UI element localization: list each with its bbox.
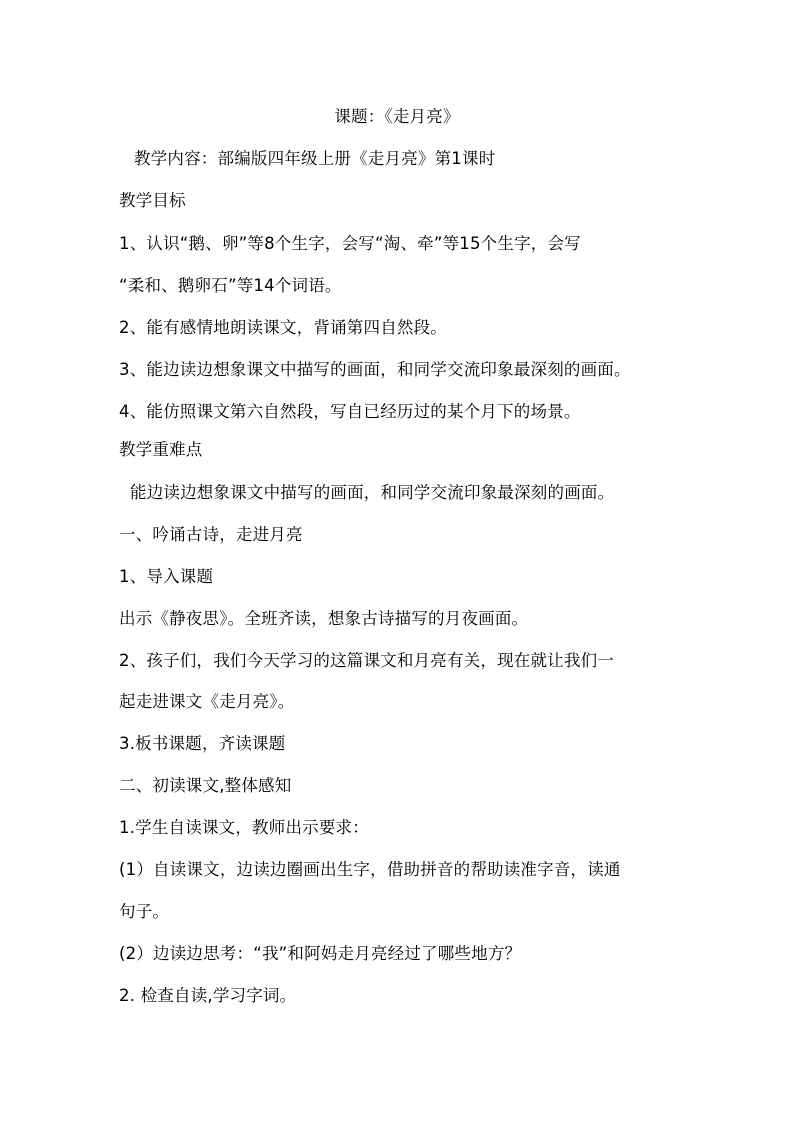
requirement-1-line-1: (1）自读课文，边读边圈画出生字，借助拼音的帮助读准字音，读通	[119, 860, 621, 879]
step-2-line-2: 起走进课文《走月亮》。	[119, 692, 295, 711]
section-heading-part-2: 二、初读课文,整体感知	[119, 776, 292, 795]
part-2-step-2: 2. 检查自读,学习字词。	[119, 986, 297, 1005]
section-heading-part-1: 一、吟诵古诗，走进月亮	[119, 525, 303, 544]
objective-1-line-2: “柔和、鹅卵石”等14个词语。	[119, 276, 342, 295]
part-2-step-1: 1.学生自读课文，教师出示要求：	[119, 818, 369, 837]
document-title: 课题：《走月亮》	[334, 107, 460, 126]
objective-1-line-1: 1、认识“鹅、卵”等8个生字，会写“淘、牵”等15个生字，会写	[119, 234, 581, 253]
teaching-content-line: 教学内容：部编版四年级上册《走月亮》第1课时	[134, 149, 496, 168]
section-heading-objectives: 教学目标	[119, 191, 186, 210]
objective-3: 3、能边读边想象课文中描写的画面，和同学交流印象最深刻的画面。	[119, 360, 631, 379]
step-2-line-1: 2、孩子们，我们今天学习的这篇课文和月亮有关，现在就让我们一	[119, 651, 614, 670]
step-1-heading: 1、导入课题	[119, 567, 214, 586]
section-heading-key-points: 教学重难点	[119, 440, 203, 459]
key-points-text: 能边读边想象课文中描写的画面，和同学交流印象最深刻的画面。	[130, 483, 615, 502]
objective-2: 2、能有感情地朗读课文，背诵第四自然段。	[119, 318, 447, 337]
requirement-2: (2）边读边思考：“我”和阿妈走月亮经过了哪些地方？	[119, 944, 522, 963]
objective-4: 4、能仿照课文第六自然段，写自已经历过的某个月下的场景。	[119, 402, 581, 421]
step-3: 3.板书课题，齐读课题	[119, 734, 286, 753]
step-1-text: 出示《静夜思》。全班齐读，想象古诗描写的月夜画面。	[119, 609, 529, 628]
requirement-1-line-2: 句子。	[119, 902, 170, 921]
